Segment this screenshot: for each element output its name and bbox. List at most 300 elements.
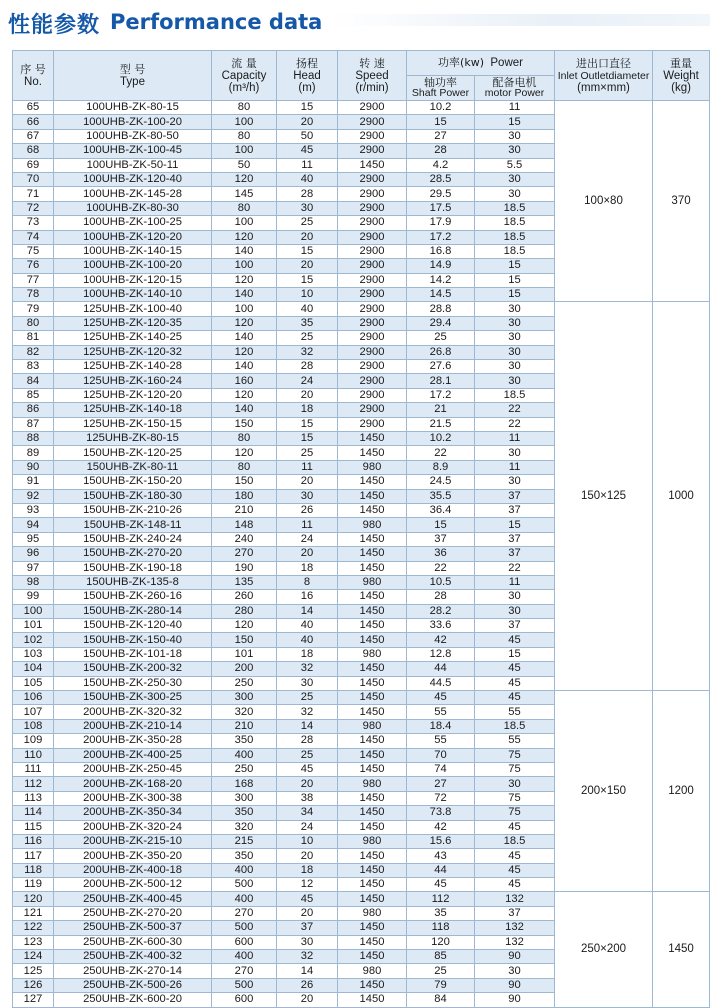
- cell-no: 118: [13, 863, 54, 877]
- header-motor-power: 配备电机 motor Power: [475, 76, 555, 101]
- cell-speed: 2900: [338, 273, 407, 287]
- cell-head: 32: [277, 662, 338, 676]
- cell-no: 72: [13, 201, 54, 215]
- cell-shaft-power: 55: [407, 705, 475, 719]
- cell-speed: 2900: [338, 201, 407, 215]
- cell-capacity: 140: [212, 360, 277, 374]
- cell-motor-power: 30: [475, 345, 555, 359]
- cell-no: 110: [13, 748, 54, 762]
- cell-motor-power: 18.5: [475, 230, 555, 244]
- cell-speed: 1450: [338, 489, 407, 503]
- cell-motor-power: 55: [475, 734, 555, 748]
- cell-capacity: 135: [212, 575, 277, 589]
- cell-speed: 1450: [338, 590, 407, 604]
- cell-capacity: 120: [212, 172, 277, 186]
- cell-capacity: 350: [212, 849, 277, 863]
- cell-head: 20: [277, 475, 338, 489]
- cell-type: 125UHB-ZK-140-25: [54, 331, 212, 345]
- cell-motor-power: 37: [475, 532, 555, 546]
- cell-head: 20: [277, 777, 338, 791]
- cell-head: 15: [277, 101, 338, 115]
- cell-shaft-power: 36: [407, 547, 475, 561]
- cell-type: 200UHB-ZK-215-10: [54, 834, 212, 848]
- cell-no: 89: [13, 446, 54, 460]
- cell-capacity: 140: [212, 244, 277, 258]
- cell-speed: 1450: [338, 633, 407, 647]
- cell-speed: 1450: [338, 921, 407, 935]
- cell-no: 97: [13, 561, 54, 575]
- cell-speed: 2900: [338, 216, 407, 230]
- cell-speed: 1450: [338, 863, 407, 877]
- cell-head: 14: [277, 719, 338, 733]
- cell-no: 98: [13, 575, 54, 589]
- cell-motor-power: 11: [475, 101, 555, 115]
- cell-shaft-power: 84: [407, 993, 475, 1007]
- cell-no: 69: [13, 158, 54, 172]
- cell-type: 200UHB-ZK-320-24: [54, 820, 212, 834]
- cell-type: 150UHB-ZK-135-8: [54, 575, 212, 589]
- cell-type: 100UHB-ZK-120-40: [54, 172, 212, 186]
- cell-speed: 1450: [338, 503, 407, 517]
- cell-type: 125UHB-ZK-120-20: [54, 388, 212, 402]
- cell-capacity: 500: [212, 978, 277, 992]
- cell-motor-power: 30: [475, 129, 555, 143]
- cell-type: 100UHB-ZK-140-15: [54, 244, 212, 258]
- cell-head: 18: [277, 863, 338, 877]
- cell-speed: 1450: [338, 676, 407, 690]
- cell-no: 73: [13, 216, 54, 230]
- cell-shaft-power: 14.2: [407, 273, 475, 287]
- cell-motor-power: 30: [475, 144, 555, 158]
- cell-motor-power: 30: [475, 446, 555, 460]
- cell-speed: 2900: [338, 129, 407, 143]
- cell-motor-power: 18.5: [475, 201, 555, 215]
- cell-type: 200UHB-ZK-350-34: [54, 806, 212, 820]
- cell-no: 117: [13, 849, 54, 863]
- cell-weight: 370: [653, 101, 710, 302]
- cell-speed: 2900: [338, 230, 407, 244]
- cell-capacity: 120: [212, 345, 277, 359]
- cell-type: 150UHB-ZK-270-20: [54, 547, 212, 561]
- cell-shaft-power: 42: [407, 820, 475, 834]
- cell-capacity: 120: [212, 619, 277, 633]
- cell-motor-power: 75: [475, 791, 555, 805]
- cell-shaft-power: 85: [407, 950, 475, 964]
- cell-capacity: 215: [212, 834, 277, 848]
- cell-motor-power: 45: [475, 863, 555, 877]
- cell-shaft-power: 27.6: [407, 360, 475, 374]
- cell-shaft-power: 26.8: [407, 345, 475, 359]
- cell-capacity: 100: [212, 216, 277, 230]
- cell-speed: 1450: [338, 158, 407, 172]
- cell-speed: 1450: [338, 950, 407, 964]
- cell-no: 93: [13, 503, 54, 517]
- cell-head: 40: [277, 302, 338, 316]
- cell-shaft-power: 118: [407, 921, 475, 935]
- cell-speed: 2900: [338, 288, 407, 302]
- cell-motor-power: 90: [475, 978, 555, 992]
- cell-head: 15: [277, 244, 338, 258]
- cell-type: 100UHB-ZK-100-20: [54, 115, 212, 129]
- cell-speed: 980: [338, 906, 407, 920]
- cell-no: 112: [13, 777, 54, 791]
- cell-motor-power: 11: [475, 460, 555, 474]
- cell-shaft-power: 28: [407, 144, 475, 158]
- cell-type: 125UHB-ZK-120-32: [54, 345, 212, 359]
- cell-type: 200UHB-ZK-500-12: [54, 878, 212, 892]
- cell-type: 200UHB-ZK-320-32: [54, 705, 212, 719]
- cell-motor-power: 30: [475, 374, 555, 388]
- cell-head: 45: [277, 762, 338, 776]
- cell-speed: 2900: [338, 331, 407, 345]
- cell-capacity: 120: [212, 446, 277, 460]
- cell-capacity: 145: [212, 187, 277, 201]
- page-title-cn: 性能参数: [8, 13, 101, 38]
- cell-no: 127: [13, 993, 54, 1007]
- cell-head: 30: [277, 201, 338, 215]
- cell-speed: 2900: [338, 101, 407, 115]
- cell-speed: 2900: [338, 345, 407, 359]
- cell-head: 15: [277, 431, 338, 445]
- cell-shaft-power: 12.8: [407, 647, 475, 661]
- cell-motor-power: 45: [475, 676, 555, 690]
- cell-speed: 2900: [338, 187, 407, 201]
- cell-type: 250UHB-ZK-600-30: [54, 935, 212, 949]
- cell-shaft-power: 14.5: [407, 288, 475, 302]
- cell-head: 30: [277, 489, 338, 503]
- cell-head: 32: [277, 950, 338, 964]
- cell-shaft-power: 4.2: [407, 158, 475, 172]
- cell-shaft-power: 29.4: [407, 316, 475, 330]
- cell-no: 100: [13, 604, 54, 618]
- cell-shaft-power: 25: [407, 964, 475, 978]
- cell-head: 15: [277, 273, 338, 287]
- cell-motor-power: 132: [475, 921, 555, 935]
- cell-motor-power: 37: [475, 547, 555, 561]
- cell-type: 100UHB-ZK-120-15: [54, 273, 212, 287]
- cell-type: 200UHB-ZK-300-38: [54, 791, 212, 805]
- cell-no: 113: [13, 791, 54, 805]
- cell-head: 8: [277, 575, 338, 589]
- cell-motor-power: 11: [475, 431, 555, 445]
- cell-no: 87: [13, 417, 54, 431]
- cell-shaft-power: 120: [407, 935, 475, 949]
- cell-shaft-power: 55: [407, 734, 475, 748]
- cell-motor-power: 5.5: [475, 158, 555, 172]
- cell-capacity: 270: [212, 906, 277, 920]
- cell-speed: 980: [338, 460, 407, 474]
- cell-no: 65: [13, 101, 54, 115]
- cell-capacity: 250: [212, 762, 277, 776]
- cell-shaft-power: 17.2: [407, 388, 475, 402]
- cell-shaft-power: 72: [407, 791, 475, 805]
- cell-shaft-power: 112: [407, 892, 475, 906]
- cell-motor-power: 30: [475, 777, 555, 791]
- cell-no: 125: [13, 964, 54, 978]
- cell-speed: 1450: [338, 561, 407, 575]
- cell-inlet-diameter: 150×125: [555, 302, 653, 691]
- cell-no: 70: [13, 172, 54, 186]
- header-type: 型 号 Type: [54, 51, 212, 101]
- cell-capacity: 240: [212, 532, 277, 546]
- cell-shaft-power: 15: [407, 518, 475, 532]
- cell-type: 125UHB-ZK-140-28: [54, 360, 212, 374]
- cell-capacity: 168: [212, 777, 277, 791]
- cell-shaft-power: 17.2: [407, 230, 475, 244]
- cell-capacity: 140: [212, 331, 277, 345]
- cell-head: 20: [277, 230, 338, 244]
- title-decoration: [330, 14, 710, 26]
- cell-head: 10: [277, 834, 338, 848]
- header-speed: 转 速 Speed (r/min): [338, 51, 407, 101]
- cell-type: 100UHB-ZK-100-45: [54, 144, 212, 158]
- cell-no: 90: [13, 460, 54, 474]
- cell-type: 150UHB-ZK-180-30: [54, 489, 212, 503]
- cell-motor-power: 30: [475, 604, 555, 618]
- cell-speed: 1450: [338, 791, 407, 805]
- cell-motor-power: 45: [475, 662, 555, 676]
- cell-head: 20: [277, 259, 338, 273]
- cell-no: 104: [13, 662, 54, 676]
- cell-head: 15: [277, 417, 338, 431]
- cell-capacity: 350: [212, 806, 277, 820]
- cell-shaft-power: 18.4: [407, 719, 475, 733]
- cell-type: 150UHB-ZK-300-25: [54, 691, 212, 705]
- cell-capacity: 320: [212, 820, 277, 834]
- cell-motor-power: 30: [475, 964, 555, 978]
- cell-shaft-power: 29.5: [407, 187, 475, 201]
- cell-head: 25: [277, 691, 338, 705]
- cell-type: 150UHB-ZK-200-32: [54, 662, 212, 676]
- cell-weight: 1000: [653, 302, 710, 691]
- cell-head: 12: [277, 878, 338, 892]
- cell-head: 28: [277, 360, 338, 374]
- cell-type: 150UHB-ZK-210-26: [54, 503, 212, 517]
- cell-speed: 2900: [338, 172, 407, 186]
- cell-speed: 1450: [338, 604, 407, 618]
- cell-motor-power: 45: [475, 691, 555, 705]
- cell-type: 250UHB-ZK-270-20: [54, 906, 212, 920]
- cell-weight: 1200: [653, 691, 710, 892]
- cell-no: 78: [13, 288, 54, 302]
- header-inlet-diameter: 进出口直径 Inlet Outletdiameter (mm×mm): [555, 51, 653, 101]
- performance-table: [12, 50, 710, 1008]
- cell-motor-power: 75: [475, 762, 555, 776]
- cell-shaft-power: 10.5: [407, 575, 475, 589]
- cell-head: 32: [277, 345, 338, 359]
- cell-shaft-power: 28.5: [407, 172, 475, 186]
- cell-head: 37: [277, 921, 338, 935]
- cell-capacity: 600: [212, 935, 277, 949]
- cell-capacity: 250: [212, 676, 277, 690]
- cell-head: 26: [277, 978, 338, 992]
- table-row: [13, 302, 710, 316]
- cell-type: 200UHB-ZK-350-20: [54, 849, 212, 863]
- cell-head: 24: [277, 374, 338, 388]
- cell-head: 20: [277, 993, 338, 1007]
- cell-no: 94: [13, 518, 54, 532]
- cell-type: 200UHB-ZK-350-28: [54, 734, 212, 748]
- cell-head: 50: [277, 129, 338, 143]
- cell-shaft-power: 44: [407, 863, 475, 877]
- cell-no: 83: [13, 360, 54, 374]
- cell-type: 200UHB-ZK-210-14: [54, 719, 212, 733]
- cell-speed: 2900: [338, 417, 407, 431]
- header-shaft-power: 轴功率 Shaft Power: [407, 76, 475, 101]
- cell-no: 92: [13, 489, 54, 503]
- cell-type: 250UHB-ZK-400-45: [54, 892, 212, 906]
- cell-shaft-power: 16.8: [407, 244, 475, 258]
- cell-type: 200UHB-ZK-250-45: [54, 762, 212, 776]
- cell-speed: 980: [338, 647, 407, 661]
- cell-capacity: 120: [212, 316, 277, 330]
- cell-speed: 1450: [338, 691, 407, 705]
- cell-capacity: 50: [212, 158, 277, 172]
- cell-no: 123: [13, 935, 54, 949]
- cell-head: 30: [277, 935, 338, 949]
- cell-shaft-power: 10.2: [407, 431, 475, 445]
- title-bar: [0, 0, 720, 48]
- cell-motor-power: 22: [475, 561, 555, 575]
- cell-speed: 1450: [338, 532, 407, 546]
- cell-speed: 2900: [338, 244, 407, 258]
- cell-speed: 1450: [338, 762, 407, 776]
- cell-shaft-power: 27: [407, 129, 475, 143]
- cell-speed: 2900: [338, 374, 407, 388]
- cell-motor-power: 37: [475, 503, 555, 517]
- cell-head: 25: [277, 216, 338, 230]
- cell-speed: 1450: [338, 705, 407, 719]
- cell-no: 120: [13, 892, 54, 906]
- cell-no: 96: [13, 547, 54, 561]
- cell-type: 150UHB-ZK-280-14: [54, 604, 212, 618]
- cell-type: 200UHB-ZK-400-18: [54, 863, 212, 877]
- cell-capacity: 150: [212, 417, 277, 431]
- cell-shaft-power: 28.1: [407, 374, 475, 388]
- header-power: 功率(kw) Power: [407, 51, 555, 76]
- cell-type: 125UHB-ZK-150-15: [54, 417, 212, 431]
- cell-type: 150UHB-ZK-120-25: [54, 446, 212, 460]
- cell-motor-power: 30: [475, 172, 555, 186]
- cell-shaft-power: 42: [407, 633, 475, 647]
- cell-no: 82: [13, 345, 54, 359]
- cell-capacity: 80: [212, 101, 277, 115]
- cell-type: 150UHB-ZK-260-16: [54, 590, 212, 604]
- cell-capacity: 270: [212, 547, 277, 561]
- cell-capacity: 100: [212, 302, 277, 316]
- cell-speed: 1450: [338, 748, 407, 762]
- cell-shaft-power: 25: [407, 331, 475, 345]
- cell-shaft-power: 15: [407, 115, 475, 129]
- cell-shaft-power: 79: [407, 978, 475, 992]
- cell-head: 20: [277, 547, 338, 561]
- cell-inlet-diameter: 250×200: [555, 892, 653, 1007]
- cell-no: 91: [13, 475, 54, 489]
- cell-type: 100UHB-ZK-80-30: [54, 201, 212, 215]
- cell-no: 81: [13, 331, 54, 345]
- cell-type: 150UHB-ZK-150-20: [54, 475, 212, 489]
- cell-head: 11: [277, 518, 338, 532]
- cell-no: 67: [13, 129, 54, 143]
- cell-capacity: 140: [212, 403, 277, 417]
- cell-type: 100UHB-ZK-145-28: [54, 187, 212, 201]
- cell-speed: 2900: [338, 259, 407, 273]
- cell-no: 74: [13, 230, 54, 244]
- cell-head: 25: [277, 748, 338, 762]
- cell-speed: 1450: [338, 993, 407, 1007]
- cell-capacity: 100: [212, 144, 277, 158]
- table-body: [13, 101, 710, 1008]
- cell-shaft-power: 21: [407, 403, 475, 417]
- cell-speed: 1450: [338, 935, 407, 949]
- cell-type: 150UHB-ZK-190-18: [54, 561, 212, 575]
- cell-head: 45: [277, 144, 338, 158]
- cell-speed: 1450: [338, 878, 407, 892]
- cell-inlet-diameter: 100×80: [555, 101, 653, 302]
- cell-motor-power: 18.5: [475, 388, 555, 402]
- table-row: [13, 101, 710, 115]
- cell-type: 125UHB-ZK-160-24: [54, 374, 212, 388]
- cell-shaft-power: 70: [407, 748, 475, 762]
- cell-no: 108: [13, 719, 54, 733]
- cell-motor-power: 15: [475, 259, 555, 273]
- cell-motor-power: 45: [475, 820, 555, 834]
- cell-capacity: 500: [212, 921, 277, 935]
- cell-no: 68: [13, 144, 54, 158]
- cell-shaft-power: 37: [407, 532, 475, 546]
- cell-type: 125UHB-ZK-80-15: [54, 431, 212, 445]
- cell-capacity: 270: [212, 964, 277, 978]
- cell-capacity: 600: [212, 993, 277, 1007]
- cell-shaft-power: 22: [407, 446, 475, 460]
- cell-motor-power: 75: [475, 806, 555, 820]
- cell-head: 25: [277, 331, 338, 345]
- cell-motor-power: 90: [475, 993, 555, 1007]
- cell-no: 124: [13, 950, 54, 964]
- cell-type: 250UHB-ZK-500-37: [54, 921, 212, 935]
- cell-type: 125UHB-ZK-100-40: [54, 302, 212, 316]
- cell-speed: 2900: [338, 388, 407, 402]
- cell-no: 80: [13, 316, 54, 330]
- table-row: [13, 892, 710, 906]
- cell-no: 114: [13, 806, 54, 820]
- cell-capacity: 260: [212, 590, 277, 604]
- cell-no: 109: [13, 734, 54, 748]
- cell-shaft-power: 44.5: [407, 676, 475, 690]
- cell-capacity: 350: [212, 734, 277, 748]
- cell-type: 150UHB-ZK-150-40: [54, 633, 212, 647]
- cell-type: 100UHB-ZK-80-15: [54, 101, 212, 115]
- cell-shaft-power: 33.6: [407, 619, 475, 633]
- cell-head: 26: [277, 503, 338, 517]
- cell-head: 30: [277, 676, 338, 690]
- cell-no: 126: [13, 978, 54, 992]
- cell-type: 150UHB-ZK-250-30: [54, 676, 212, 690]
- cell-motor-power: 37: [475, 489, 555, 503]
- cell-head: 28: [277, 187, 338, 201]
- cell-type: 100UHB-ZK-80-50: [54, 129, 212, 143]
- cell-capacity: 280: [212, 604, 277, 618]
- cell-motor-power: 30: [475, 302, 555, 316]
- cell-capacity: 80: [212, 201, 277, 215]
- cell-motor-power: 37: [475, 906, 555, 920]
- cell-type: 125UHB-ZK-140-18: [54, 403, 212, 417]
- cell-head: 18: [277, 403, 338, 417]
- cell-head: 25: [277, 446, 338, 460]
- cell-head: 11: [277, 158, 338, 172]
- cell-speed: 2900: [338, 360, 407, 374]
- cell-head: 35: [277, 316, 338, 330]
